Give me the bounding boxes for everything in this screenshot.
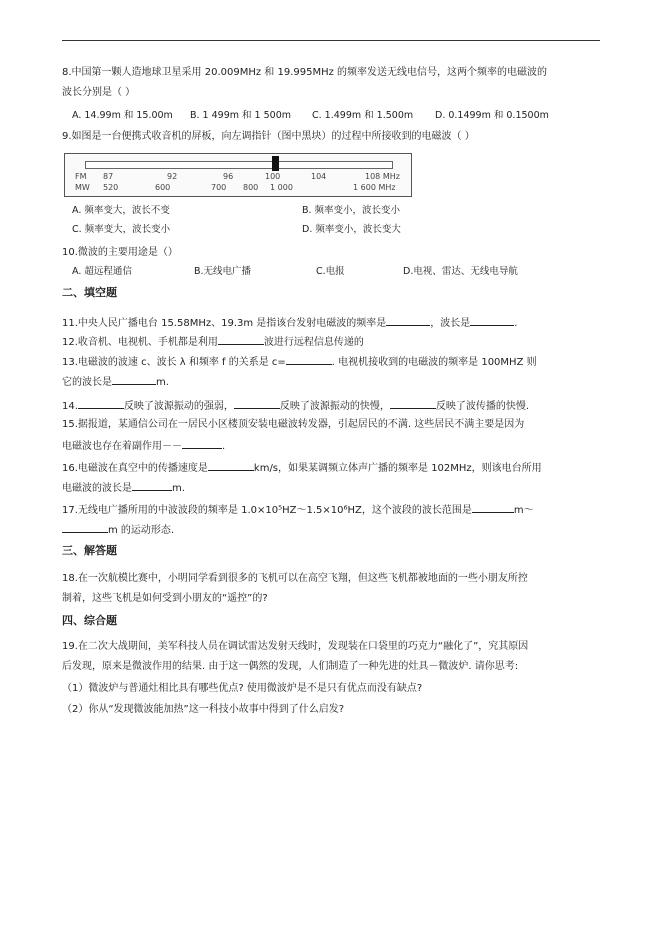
- q9-option-c: C. 频率变大，波长变小: [72, 224, 171, 235]
- q9-option-a: A. 频率变大，波长不变: [72, 205, 170, 216]
- q14: 14. 反映了波源振动的强弱， 反映了波源振动的快慢， 反映了波传播的快慢.: [62, 398, 529, 413]
- q8-option-d: D. 0.1499m 和 0.1500m: [435, 110, 549, 121]
- q19-sub2: （2）你从“发现微波能加热”这一科技小故事中得到了什么启发?: [62, 704, 345, 715]
- mw-tick: 800: [243, 183, 259, 192]
- q17-line1: 17.无线电广播所用的中波波段的频率是 1.0×10⁵HZ～1.5×10⁶HZ，这个波段的波长范围是 m～: [62, 502, 534, 517]
- mw-tick: 520: [103, 183, 119, 192]
- q15-line1: 15.据报道，某通信公司在一居民小区楼顶安装电磁波转发器，引起居民的不满. 这些居民不满主要是因为: [62, 419, 525, 430]
- header-rule: [62, 40, 600, 41]
- q8-option-c: C. 1.499m 和 1.500m: [312, 110, 414, 121]
- fm-tick: 104: [311, 172, 327, 181]
- section-heading-fill-in: 二、填空题: [62, 286, 117, 299]
- q16-line2: 电磁波的波长是 m.: [62, 480, 185, 495]
- mw-tick: 700: [211, 183, 227, 192]
- q10-option-d: D.电视、雷达、无线电导航: [403, 266, 518, 277]
- q9-option-d: D. 频率变小，波长变大: [302, 224, 401, 235]
- q10-line1: 10.微波的主要用途是（）: [62, 247, 178, 258]
- q8-option-a: A. 14.99m 和 15.00m: [72, 110, 173, 121]
- q10-option-a: A. 超远程通信: [72, 266, 132, 277]
- q17-line2: m 的运动形态.: [62, 522, 174, 537]
- mw-tick: 1 600 MHz: [353, 183, 396, 192]
- fm-tick: 87: [103, 172, 114, 181]
- q10-option-c: C.电报: [316, 266, 345, 277]
- q18-line1: 18.在一次航模比赛中，小明同学看到很多的飞机可以在高空飞翔，但这些飞机都被地面的一些小朋友所控: [62, 573, 528, 584]
- q19-line1: 19.在二次大战期间，美军科技人员在调试雷达发射天线时，发现装在口袋里的巧克力“融化了”，究其原因: [62, 641, 529, 652]
- section-heading-answer: 三、解答题: [62, 544, 117, 557]
- mw-tick: 1 000: [270, 183, 293, 192]
- radio-dial-figure: [64, 153, 412, 197]
- q13-line1: 13.电磁波的波速 c、波长 λ 和频率 f 的关系是 c= . 电视机接收到的电磁波的频率是 100MHZ 则: [62, 354, 537, 369]
- fm-label: FM: [75, 172, 87, 181]
- q8-line2: 波长分别是（ ）: [62, 87, 136, 98]
- q12: 12.收音机、电视机、手机都是利用 波进行远程信息传递的: [62, 334, 364, 349]
- fm-tick: 92: [167, 172, 178, 181]
- q16-line1: 16.电磁波在真空中的传播速度是 km/s，如果某调频立体声广播的频率是 102MHz，则该电台所用: [62, 460, 542, 475]
- dial-track: [85, 161, 393, 169]
- q19-sub1: （1）微波炉与普通灶相比具有哪些优点? 使用微波炉是不是只有优点而没有缺点?: [62, 683, 423, 694]
- fm-tick: 96: [223, 172, 234, 181]
- q11: 11.中央人民广播电台 15.58MHz、19.3m 是指该台发射电磁波的频率是 ，波长是 .: [62, 315, 517, 330]
- q9-line1: 9.如图是一台便携式收音机的屏板，向左调指针（图中黑块）的过程中所接收到的电磁波（ ）: [62, 131, 475, 142]
- mw-tick: 600: [155, 183, 171, 192]
- mw-label: MW: [75, 183, 90, 192]
- q8-line1: 8.中国第一颗人造地球卫星采用 20.009MHz 和 19.995MHz 的频率发送无线电信号，这两个频率的电磁波的: [62, 67, 548, 78]
- fm-tick: 108 MHz: [365, 172, 400, 181]
- section-heading-comprehensive: 四、综合题: [62, 614, 117, 627]
- q9-option-b: B. 频率变小，波长变小: [302, 205, 401, 216]
- q19-line2: 后发现，原来是微波作用的结果. 由于这一偶然的发现，人们制造了一种先进的灶具－微波炉. 请你思考:: [62, 661, 519, 672]
- q13-line2: 它的波长是 m.: [62, 374, 169, 389]
- q18-line2: 制着，这些飞机是如何受到小朋友的“遥控”的?: [62, 593, 268, 604]
- fm-tick: 100: [265, 172, 281, 181]
- q8-option-b: B. 1 499m 和 1 500m: [190, 110, 291, 121]
- q15-line2: 电磁波也存在着副作用－－ .: [62, 438, 225, 453]
- dial-pointer: [272, 156, 279, 171]
- q10-option-b: B.无线电广播: [194, 266, 252, 277]
